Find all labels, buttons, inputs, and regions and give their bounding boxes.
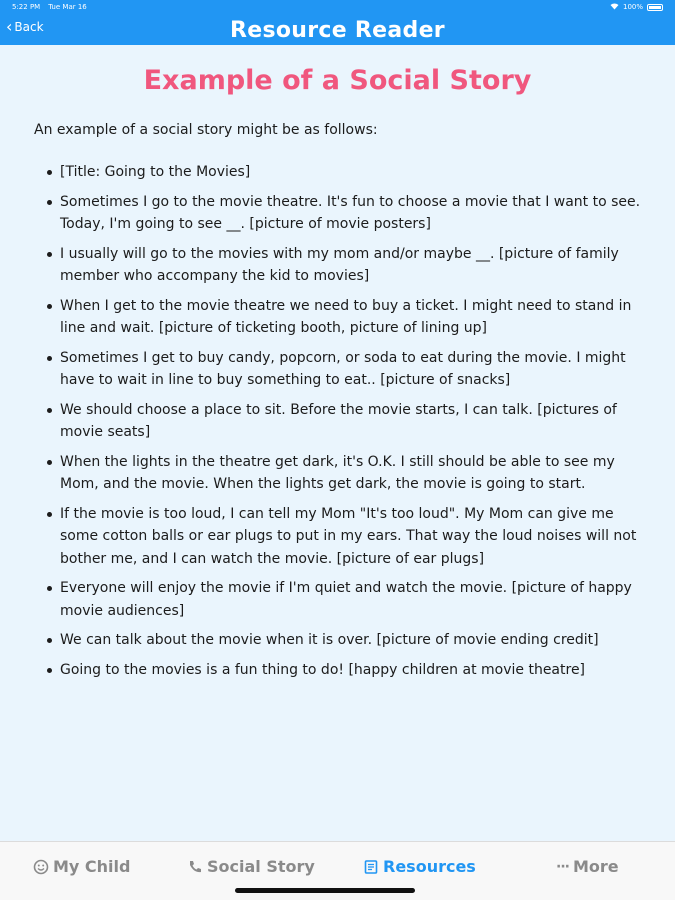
tab-resources[interactable] [363, 857, 476, 876]
tab-more[interactable] [556, 857, 619, 876]
page-title: Example of a Social Story [143, 65, 532, 96]
home-indicator [235, 888, 415, 893]
story-list [44, 161, 644, 688]
list-item: When the lights in the theatre get dark, it's O.K. I still should be able to see my Mom, and the movie. When the lights get dark, the movie is going to start. [44, 451, 644, 496]
list-item: Everyone will enjoy the movie if I'm quiet and watch the movie. [picture of happy movie audiences] [44, 577, 644, 622]
tab-label: Social Story [207, 857, 315, 876]
list-item: We can talk about the movie when it is over. [picture of movie ending credit] [44, 629, 644, 652]
back-label: Back [14, 20, 44, 34]
list-item: Going to the movies is a fun thing to do! [happy children at movie theatre] [44, 659, 644, 682]
status-date: Tue Mar 16 [48, 3, 87, 11]
list-item: Sometimes I go to the movie theatre. It's fun to choose a movie that I want to see. Today, I'm going to see __. [picture of movie posters] [44, 191, 644, 236]
more-dots-icon: ··· [556, 858, 569, 875]
list-item: [Title: Going to the Movies] [44, 161, 644, 184]
status-time: 5:22 PM [12, 3, 41, 11]
intro-text: An example of a social story might be as follows: [34, 122, 378, 138]
content-scroll[interactable] [0, 45, 675, 840]
list-item: When I get to the movie theatre we need to buy a ticket. I might need to stand in line and wait. [picture of ticketing booth, picture of lining up] [44, 295, 644, 340]
list-item: Sometimes I get to buy candy, popcorn, or soda to eat during the movie. I might have to wait in line to buy something to eat.. [picture of snacks] [44, 347, 644, 392]
tab-my-child[interactable] [33, 857, 130, 876]
list-item: If the movie is too loud, I can tell my Mom "It's too loud". My Mom can give me some cotton balls or ear plugs to put in my ears. That way the loud noises will not bother me, and I can watch the movie. [picture of ear plugs] [44, 503, 644, 571]
list-item: We should choose a place to sit. Before the movie starts, I can talk. [pictures of movie seats] [44, 399, 644, 444]
nav-bar [0, 14, 675, 45]
status-bar [0, 0, 675, 14]
wifi-icon [610, 3, 619, 12]
phone-icon [187, 859, 203, 875]
smiley-icon [33, 859, 49, 875]
tab-social-story[interactable] [187, 857, 315, 876]
battery-icon [647, 4, 663, 11]
list-item: I usually will go to the movies with my mom and/or maybe __. [picture of family member who accompany the kid to movies] [44, 243, 644, 288]
chevron-left-icon: ‹ [6, 17, 13, 36]
battery-percent: 100% [622, 3, 643, 11]
tab-label: More [572, 857, 619, 876]
nav-title: Resource Reader [230, 18, 445, 43]
tab-label: Resources [383, 857, 476, 876]
tab-label: My Child [53, 857, 131, 876]
book-icon [363, 859, 379, 875]
